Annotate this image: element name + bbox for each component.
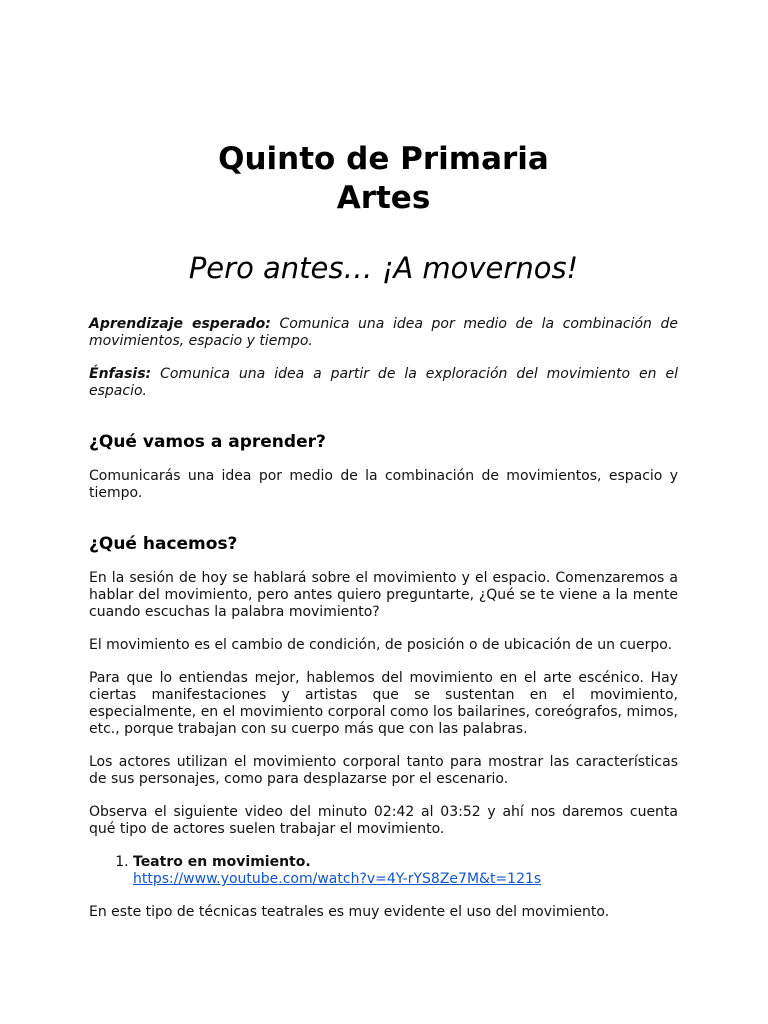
aprendizaje-text: Comunica una idea por medio de la combinación de movimientos, espacio y tiempo.: [89, 316, 678, 349]
heading-que-vamos-a-aprender: ¿Qué vamos a aprender?: [89, 432, 326, 452]
hacemos-paragraph-2: El movimiento es el cambio de condición, de posición o de ubicación de un cuerpo.: [89, 637, 673, 653]
heading-que-hacemos: ¿Qué hacemos?: [89, 534, 238, 554]
aprender-paragraph: Comunicarás una idea por medio de la combinación de movimientos, espacio y tiempo.: [89, 468, 678, 501]
document-title: [89, 140, 678, 218]
video-list-item: [133, 854, 678, 888]
hacemos-paragraph-3: Para que lo entiendas mejor, hablemos del movimiento en el arte escénico. Hay ciertas manifestaciones y artistas que se sustentan en el movimiento, especialmente, en el movimiento corporal como los bailarines, coreógrafos, mimos, etc., porque trabajan con su cuerpo más que con las palabras.: [89, 670, 678, 737]
hacemos-paragraph-4: Los actores utilizan el movimiento corporal tanto para mostrar las características de sus personajes, como para desplazarse por el escenario.: [89, 754, 678, 787]
title-grade: Quinto de Primaria: [218, 141, 549, 177]
aprendizaje-esperado: [89, 316, 678, 350]
enfasis-text: Comunica una idea a partir de la exploración del movimiento en el espacio.: [89, 366, 678, 399]
hacemos-paragraph-1: En la sesión de hoy se hablará sobre el movimiento y el espacio. Comenzaremos a hablar del movimiento, pero antes quiero preguntarte, ¿Qué se te viene a la mente cuando escuchas la palabra movimiento?: [89, 570, 678, 620]
hacemos-paragraph-5: Observa el siguiente video del minuto 02:42 al 03:52 y ahí nos daremos cuenta qué tipo de actores suelen trabajar el movimiento.: [89, 804, 678, 837]
video-title: Teatro en movimiento.: [133, 854, 311, 870]
video-link[interactable]: https://www.youtube.com/watch?v=4Y-rYS8Ze7M&t=121s: [133, 871, 542, 887]
lesson-subtitle: Pero antes… ¡A movernos!: [188, 251, 579, 285]
document-content: [89, 140, 678, 921]
closing-paragraph: En este tipo de técnicas teatrales es muy evidente el uso del movimiento.: [89, 904, 610, 920]
title-subject: Artes: [336, 180, 431, 216]
video-list: [89, 854, 678, 888]
aprendizaje-label: Aprendizaje esperado:: [89, 316, 271, 332]
enfasis: [89, 366, 678, 400]
enfasis-label: Énfasis:: [89, 366, 152, 382]
